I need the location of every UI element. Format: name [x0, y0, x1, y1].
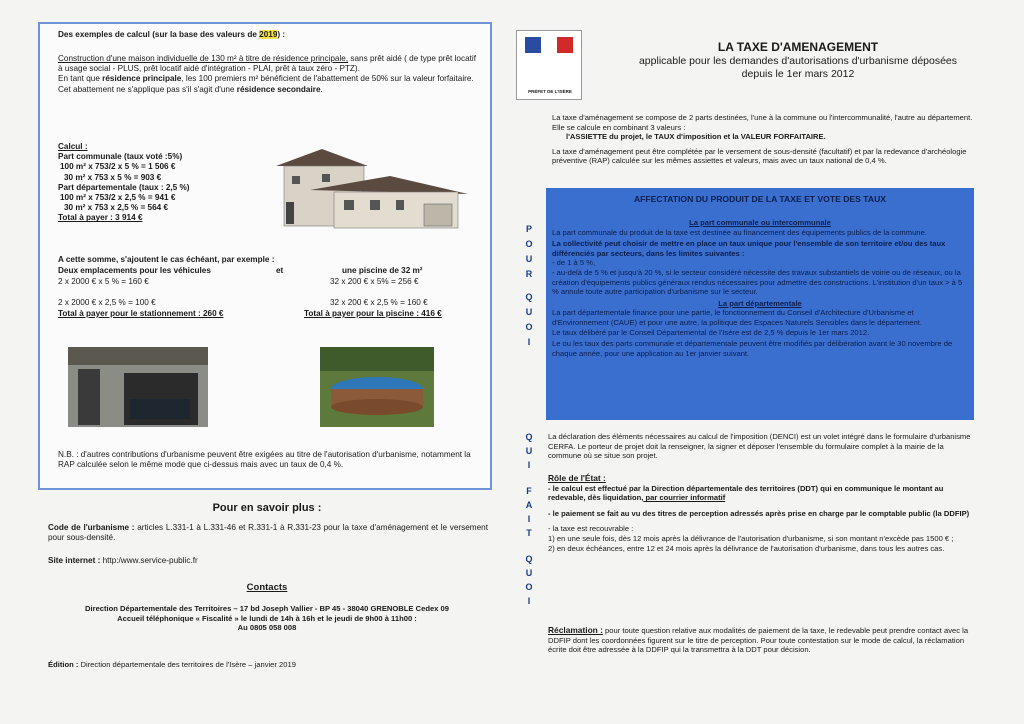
prefecture-logo: PRÉFET DE L'ISÈRE — [516, 30, 582, 100]
page-title: LA TAXE D'AMENAGEMENT — [717, 40, 879, 54]
additional-intro: A cette somme, s'ajoutent le cas échéant, par exemple : — [58, 255, 275, 264]
house-illustration — [272, 146, 468, 232]
calculation-block: Calcul : Part communale (taux voté :5%) 100 m² x 753/2 x 5 % = 1 506 € 30 m² x 753 x 5 % = 903 € Part départementale (taux : 2,5 %) 100 m² x 753/2 x 2,5 % = 941 € 30 m² x 753 x 2,5 % = 564 € Total à payer : 3 914 € — [58, 142, 190, 223]
denci-text: La déclaration des éléments nécessaires au calcul de l'imposition (DENCI) est un volet intégré dans le formulaire d'urbanisme CERFA. Le porteur de projet doit la renseigner, la signer et déposer l'ensemble du formulaire complet à la mairie de la commune où se situe son projet. — [548, 432, 971, 461]
parking-total: Total à payer pour le stationnement : 260 € — [58, 309, 224, 318]
contacts-title: Contacts — [246, 582, 288, 593]
parking-line-1: 2 x 2000 € x 5 % = 160 € — [58, 277, 149, 286]
tax-allocation-panel: AFFECTATION DU PRODUIT DE LA TAXE ET VOTE DES TAUX La part communale ou intercommunale La part communale du produit de la taxe est destinée au financement des équipements publics de la commune. La collectivité peut choisir de mettre en place un taux unique pour l'ensemble de son territoire et/ou des taux différenciés par secteurs, dans les limites suivantes : - de 1 à 5 %, - au-delà de 5 % et jusqu'à 20 %, si le secteur considéré nécessite des travaux substantiels de voirie ou de réseaux, ou la création d'équipements publics généraux rendus nécessaires pour admettre des constructions. L'institution d'un taux > à 5 % annule toute autre participation d'urbanisme sur le secteur. La part départementale La part départementale finance pour une partie, le fonctionnement du Conseil d'Architecture d'Urbanisme et d'Environnement (CAUE) et pour une autre, la politique des Espaces Naturels Sensibles dans le département. Le taux délibéré par le Conseil Départemental de l'Isère est de 2,5 % depuis le 1er mars 2012. Le ou les taux des parts communale et départementale peuvent être modifiés par délibération avant le 30 novembre de chaque année, pour une application au 1er janvier suivant. — [546, 188, 974, 420]
intro-text: La taxe d'aménagement se compose de 2 parts destinées, l'une à la commune ou l'intercommunalité, l'autre au département. Elle se calcule en combinant 3 valeurs : l'ASSIETTE du projet, le TAUX d'imposition et la VALEUR FORFAITAIRE. La taxe d'aménagement peut être complétée par le versement de sous-densité (facultatif) et par la redevance d'archéologie préventive (RAP) calculée sur les mêmes assiettes et valeurs, mais avec un taux national de 0,4 %. — [552, 113, 973, 166]
parking-title: Deux emplacements pour les véhicules — [58, 266, 211, 275]
example-description: Construction d'une maison individuelle de 130 m² à titre de résidence principale, sans prêt aidé ( de type prêt locatif à usage social - PLUS, prêt locatif aidé d'intégration - PLAI, prêt à taux zéro - PTZ). En tant que résidence principale, les 100 premiers m² bénéficient de l'abattement de 50% sur la valeur forfaitaire. Cet abattement ne s'applique pas s'il s'agit d'une résidence secondaire. — [58, 54, 476, 94]
pool-title: une piscine de 32 m² — [342, 266, 423, 275]
carport-photo — [68, 347, 208, 427]
website: Site internet : http:/www.service-public.fr — [48, 556, 198, 565]
and-label: et — [276, 266, 284, 275]
pool-photo — [320, 347, 434, 427]
more-info-title: Pour en savoir plus : — [212, 502, 322, 514]
code-urbanisme: Code de l'urbanisme : articles L.331-1 à L.331-46 et R.331-1 à R.331-23 pour la taxe d'aménagement et le versement pour sous-densité. — [48, 523, 488, 543]
edition-line: Édition : Direction départementale des territoires de l'Isère – janvier 2019 — [48, 660, 296, 669]
nb-note: N.B. : d'autres contributions d'urbanisme peuvent être exigées au titre de l'autorisation d'urbanisme, notamment la RAP calculée selon le même mode que ci-dessus mais avec un taux de 0,4 %. — [58, 450, 471, 470]
page-subtitle: applicable pour les demandes d'autorisations d'urbanisme déposées depuis le 1er mars 2012 — [638, 55, 958, 80]
parking-line-2: 2 x 2000 € x 2,5 % = 100 € — [58, 298, 156, 307]
pool-total: Total à payer pour la piscine : 416 € — [304, 309, 442, 318]
pour-quoi-vertical: P O U R Q U O I — [525, 224, 533, 347]
example-heading: Des exemples de calcul (sur la base des valeurs de 2019) : — [58, 30, 286, 39]
marianne-icon — [525, 37, 573, 53]
qui-fait-quoi-vertical: Q U I F A I T Q U O I — [525, 432, 533, 606]
pool-line-2: 32 x 200 € x 2,5 % = 160 € — [330, 298, 428, 307]
contacts-block: Direction Départementale des Territoires – 17 bd Joseph Vallier - BP 45 - 38040 GRENOBLE Cedex 09 Accueil téléphonique « Fiscalité » le lundi de 14h à 16h et le jeudi de 9h00 à 11h00 : Au 0805 058 008 — [85, 604, 449, 633]
role-state: Rôle de l'État : - le calcul est effectué par la Direction départementale des territoires (DDT) qui en communique le montant au redevable, dès liquidation, par courrier informatif - le paiement se fait au vu des titres de perception adressés après prise en charge par le comptable public (la DDFIP) - la taxe est recouvrable : 1) en une seule fois, dès 12 mois après la délivrance de l'autorisation d'urbanisme, si son montant n'excède pas 1500 € ; 2) en deux échéances, entre 12 et 24 mois après la délivrance de l'autorisation d'urbanisme, dans tous les autres cas. — [548, 473, 970, 553]
pool-line-1: 32 x 200 € x 5% = 256 € — [330, 277, 419, 286]
reclamation: Réclamation : pour toute question relative aux modalités de paiement de la taxe, le redevable peut prendre contact avec la DDFIP dont les coordonnées figurent sur le titre de perception. Pour toute contestation sur le mode de calcul, la réclamation écrite doit être adressée à la DDFIP qui la transmettra à la DDT pour décision. — [548, 625, 969, 655]
